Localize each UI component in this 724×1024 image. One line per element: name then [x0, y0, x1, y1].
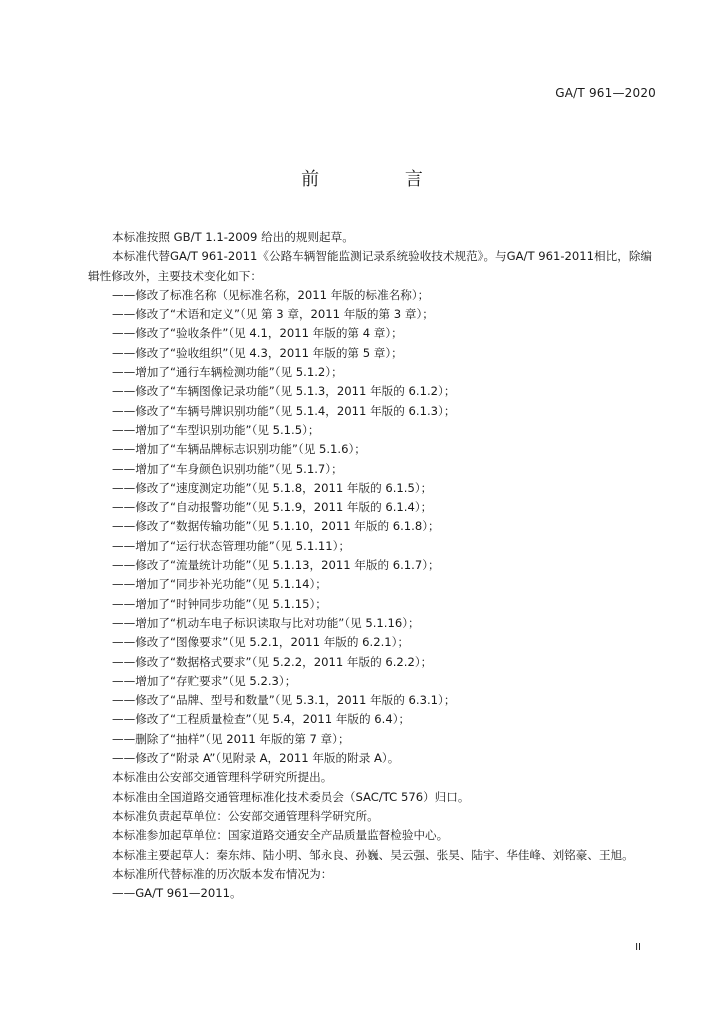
- change-item: ——修改了“术语和定义”（见 第 3 章，2011 年版的第 3 章）；: [112, 307, 434, 322]
- change-item: ——修改了“车辆图像记录功能”（见 5.1.3，2011 年版的 6.1.2）；: [112, 384, 456, 399]
- change-item: ——增加了“车型识别功能”（见 5.1.5）；: [112, 422, 320, 437]
- change-item: ——修改了“车辆号牌识别功能”（见 5.1.4，2011 年版的 6.1.3）；: [112, 403, 456, 418]
- page-title: 前 言: [301, 169, 463, 190]
- change-item: ——增加了“机动车电子标识读取与比对功能”（见 5.1.16）；: [112, 615, 420, 630]
- change-item: ——增加了“同步补光功能”（见 5.1.14）；: [112, 577, 327, 592]
- standard-code: GA/T 961—2020: [555, 86, 656, 100]
- change-item: ——增加了“运行状态管理功能”（见 5.1.11）；: [112, 538, 351, 553]
- change-item: ——增加了“时钟同步功能”（见 5.1.15）；: [112, 596, 327, 611]
- footer-paragraph: 本标准主要起草人：秦东炜、陆小明、邹永良、孙巍、吴云强、张昊、陆宇、华佳峰、刘铭豪、王旭。: [112, 847, 634, 862]
- page-number: II: [635, 942, 641, 953]
- changes-list: [88, 286, 658, 768]
- change-item: ——修改了“附录 A”（见附录 A，2011 年版的附录 A）。: [112, 751, 400, 766]
- footer-paragraph: 本标准所代替标准的历次版本发布情况为：: [112, 866, 333, 881]
- change-item: ——增加了“通行车辆检测功能”（见 5.1.2）；: [112, 365, 343, 380]
- change-item: ——修改了“验收组织”（见 4.3，2011 年版的第 5 章）；: [112, 345, 403, 360]
- change-item: ——修改了“验收条件”（见 4.1，2011 年版的第 4 章）；: [112, 326, 403, 341]
- change-item: ——修改了标准名称（见标准名称，2011 年版的标准名称）；: [112, 287, 430, 302]
- change-item: ——修改了“工程质量检查”（见 5.4，2011 年版的 6.4）；: [112, 712, 411, 727]
- footer-paragraph: 本标准负责起草单位：公安部交通管理科学研究所。: [112, 808, 379, 823]
- change-item: ——修改了“流量统计功能”（见 5.1.13，2011 年版的 6.1.7）；: [112, 558, 440, 573]
- change-item: ——增加了“存贮要求”（见 5.2.3）；: [112, 673, 297, 688]
- footer-paragraph: 本标准由公安部交通管理科学研究所提出。: [112, 770, 333, 785]
- change-item: ——删除了“抽样”（见 2011 年版的第 7 章）；: [112, 731, 350, 746]
- change-item: ——修改了“数据传输功能”（见 5.1.10，2011 年版的 6.1.8）；: [112, 519, 440, 534]
- change-item: ——修改了“数据格式要求”（见 5.2.2，2011 年版的 6.2.2）；: [112, 654, 433, 669]
- change-item: ——修改了“图像要求”（见 5.2.1，2011 年版的 6.2.1）；: [112, 635, 410, 650]
- history-item: ——GA/T 961—2011。: [112, 886, 242, 901]
- document-body: [88, 228, 658, 903]
- change-item: ——修改了“速度测定功能”（见 5.1.8，2011 年版的 6.1.5）；: [112, 480, 433, 495]
- footer-paragraph: 本标准参加起草单位：国家道路交通安全产品质量监督检验中心。: [112, 828, 449, 843]
- change-item: ——增加了“车身颜色识别功能”（见 5.1.7）；: [112, 461, 343, 476]
- footer-paragraph: 本标准由全国道路交通管理标准化技术委员会（SAC/TC 576）归口。: [112, 789, 470, 804]
- change-item: ——修改了“自动报警功能”（见 5.1.9，2011 年版的 6.1.4）；: [112, 500, 433, 515]
- intro-paragraph-2: 本标准代替GA/T 961-2011《公路车辆智能监测记录系统验收技术规范》。与GA/T 961-2011相比，除编辑性修改外，主要技术变化如下：: [88, 249, 653, 283]
- change-item: ——增加了“车辆品牌标志识别功能”（见 5.1.6）；: [112, 442, 366, 457]
- intro-paragraph-1: 本标准按照 GB/T 1.1-2009 给出的规则起草。: [112, 230, 354, 244]
- change-item: ——修改了“品牌、型号和数量”（见 5.3.1，2011 年版的 6.3.1）；: [112, 693, 456, 708]
